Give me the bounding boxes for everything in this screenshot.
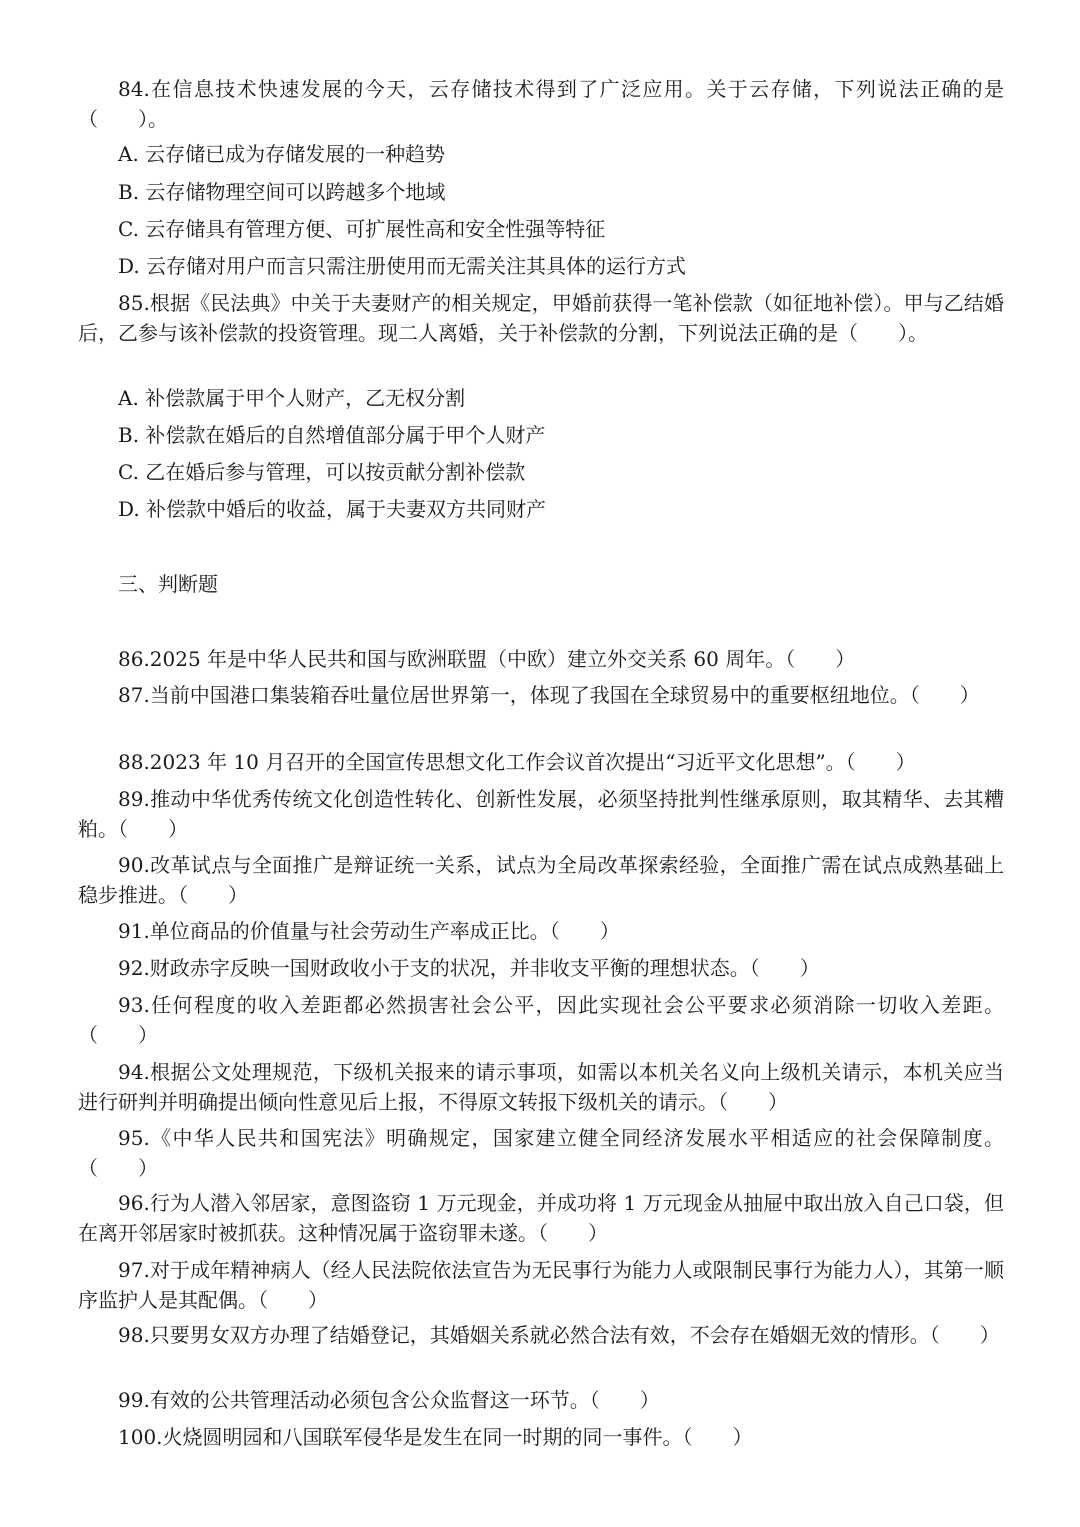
question-95: 95.《中华人民共和国宪法》明确规定，国家建立健全同经济发展水平相适应的社会保障制度。（ ） xyxy=(78,1126,1004,1180)
question-94: 94.根据公文处理规范，下级机关报来的请示事项，如需以本机关名义向上级机关请示，本机关应当进行研判并明确提出倾向性意见后上报，不得原文转报下级机关的请示。（ ） xyxy=(78,1060,1004,1114)
section-title: 三、判断题 xyxy=(118,572,218,596)
question-84: 84.在信息技术快速发展的今天，云存储技术得到了广泛应用。关于云存储，下列说法正确的是（ ）。 xyxy=(78,77,1004,131)
question-88: 88.2023 年 10 月召开的全国宣传思想文化工作会议首次提出“习近平文化思想”。（ ） xyxy=(118,750,916,774)
question-97: 97.对于成年精神病人（经人民法院依法宣告为无民事行为能力人或限制民事行为能力人），其第一顺序监护人是其配偶。（ ） xyxy=(78,1258,1004,1312)
question-93: 93.任何程度的收入差距都必然损害社会公平，因此实现社会公平要求必须消除一切收入差距。（ ） xyxy=(78,993,1004,1047)
question-96: 96.行为人潜入邻居家，意图盗窃 1 万元现金，并成功将 1 万元现金从抽屉中取出放入自己口袋，但在离开邻居家时被抓获。这种情况属于盗窃罪未遂。（ ） xyxy=(78,1191,1004,1245)
question-86: 86.2025 年是中华人民共和国与欧洲联盟（中欧）建立外交关系 60 周年。（ ） xyxy=(118,647,856,671)
question-85: 85.根据《民法典》中关于夫妻财产的相关规定，甲婚前获得一笔补偿款（如征地补偿）。甲与乙结婚后，乙参与该补偿款的投资管理。现二人离婚，关于补偿款的分割，下列说法正确的是（ ）。 xyxy=(78,291,1004,345)
question-84-option-a: A. 云存储已成为存储发展的一种趋势 xyxy=(118,142,446,166)
question-92: 92.财政赤字反映一国财政收小于支的状况，并非收支平衡的理想状态。（ ） xyxy=(118,956,820,980)
question-85-option-d: D. 补偿款中婚后的收益，属于夫妻双方共同财产 xyxy=(118,497,547,521)
question-84-option-b: B. 云存储物理空间可以跨越多个地域 xyxy=(118,180,446,204)
question-84-option-d: D. 云存储对用户而言只需注册使用而无需关注其具体的运行方式 xyxy=(118,254,687,278)
question-85-option-a: A. 补偿款属于甲个人财产，乙无权分割 xyxy=(118,386,466,410)
question-98: 98.只要男女双方办理了结婚登记，其婚姻关系就必然合法有效，不会存在婚姻无效的情形。（ ） xyxy=(118,1323,1000,1347)
question-99: 99.有效的公共管理活动必须包含公众监督这一环节。（ ） xyxy=(118,1388,660,1412)
question-91: 91.单位商品的价值量与社会劳动生产率成正比。（ ） xyxy=(118,919,620,943)
question-87: 87.当前中国港口集装箱吞吐量位居世界第一，体现了我国在全球贸易中的重要枢纽地位。（ ） xyxy=(118,683,980,707)
question-100: 100.火烧圆明园和八国联军侵华是发生在同一时期的同一事件。（ ） xyxy=(118,1425,753,1449)
question-84-option-c: C. 云存储具有管理方便、可扩展性高和安全性强等特征 xyxy=(118,217,606,241)
question-90: 90.改革试点与全面推广是辩证统一关系，试点为全局改革探索经验，全面推广需在试点成熟基础上稳步推进。（ ） xyxy=(78,853,1004,907)
question-85-option-b: B. 补偿款在婚后的自然增值部分属于甲个人财产 xyxy=(118,423,546,447)
question-89: 89.推动中华优秀传统文化创造性转化、创新性发展，必须坚持批判性继承原则，取其精华、去其糟粕。（ ） xyxy=(78,787,1004,841)
question-85-option-c: C. 乙在婚后参与管理，可以按贡献分割补偿款 xyxy=(118,460,526,484)
